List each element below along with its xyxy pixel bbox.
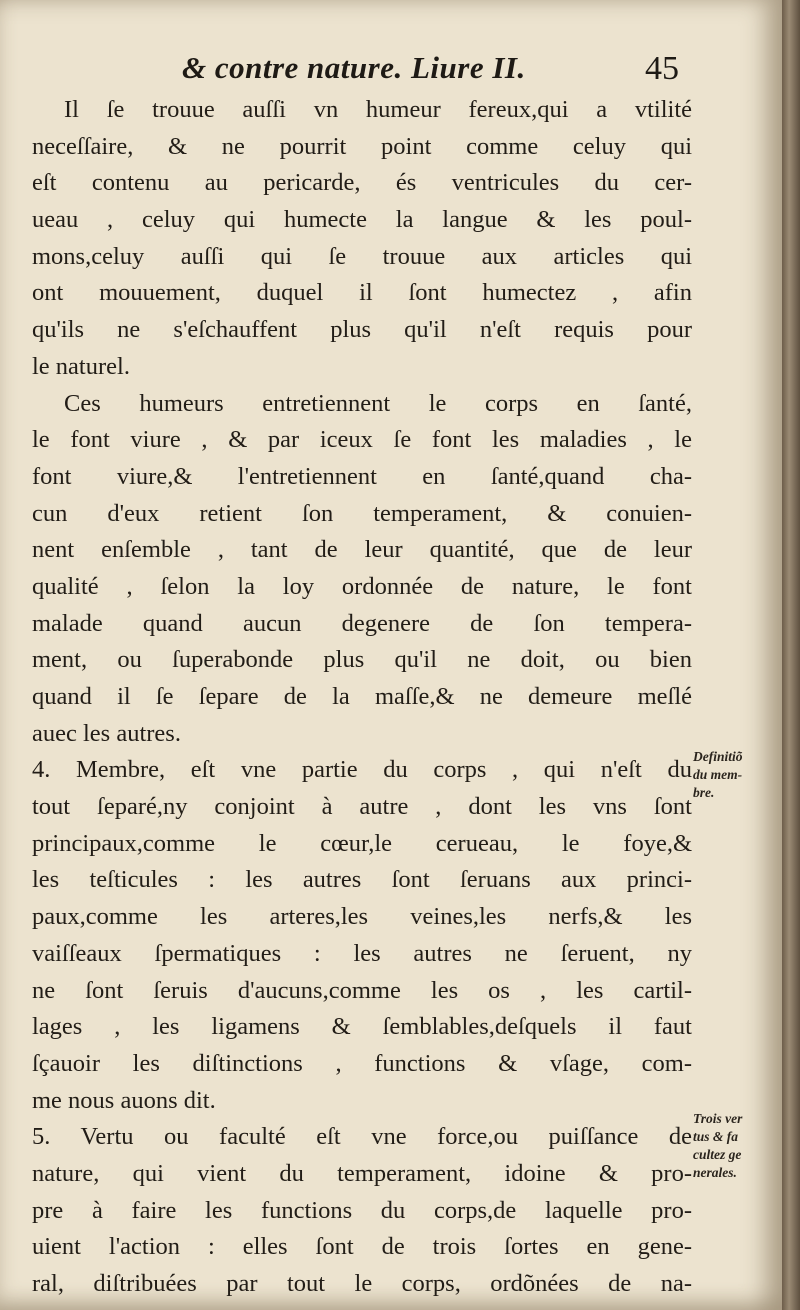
text-line: 5. Vertu ou faculté eſt vne force,ou puiſſance de [32,1123,692,1151]
paragraph-vertu [32,1119,692,1302]
margin-note-line: cultez ge [693,1147,742,1162]
text-line: nent enſemble , tant de leur quantité, que de leur [32,536,692,564]
text-line: me nous auons dit. [32,1086,216,1114]
margin-note-line: tus & fa [693,1129,739,1144]
text-line: quand il ſe ſepare de la maſſe,& ne demeure meſlé [32,683,692,710]
text-line: les teſticules : les autres ſont ſeruans aux princi- [32,866,692,894]
margin-note-trois-vertus [693,1110,783,1182]
page-header [0,48,782,92]
margin-note-line: nerales. [693,1165,737,1180]
text-line: ont mouuement, duquel il ſont humectez , afin [32,279,692,307]
text-line: neceſſaire, & ne pourrit point comme celuy qui [32,132,692,160]
text-line: qu'ils ne s'eſchauffent plus qu'il n'eſt requis pour [32,316,692,344]
text-line: malade quand aucun degenere de ſon tempera- [32,609,692,637]
text-line: pre à faire les functions du corps,de laquelle pro- [32,1196,692,1224]
text-line: paux,comme les arteres,les veines,les nerfs,& les [32,903,692,931]
text-line: vaiſſeaux ſpermatiques : les autres ne ſeruent, ny [32,939,692,967]
text-line: Il ſe trouue auſſi vn humeur fereux,qui a vtilité [64,96,692,123]
paragraph-humours-health [32,386,692,753]
margin-note-line: du mem- [693,767,743,782]
paragraph-serous-humour [32,92,692,386]
paragraph-membre [32,752,692,1119]
text-line: ueau , celuy qui humecte la langue & les poul- [32,206,692,234]
text-line: ne ſont ſeruis d'aucuns,comme les os , les cartil- [32,976,692,1004]
margin-note-line: Definitiõ [693,749,743,764]
text-line: 4. Membre, eſt vne partie du corps , qui n'eſt du [32,756,692,784]
text-line: ral, diſtribuées par tout le corps, ordõnées de na- [32,1270,692,1297]
text-line: cun d'eux retient ſon temperament, & conuien- [32,499,692,527]
text-line: auec les autres. [32,719,181,747]
margin-note-line: Trois ver [693,1111,743,1126]
text-line: ment, ou ſuperabonde plus qu'il ne doit, ou bien [32,646,692,674]
text-line: principaux,comme le cœur,le cerueau, le foye,& [32,829,692,857]
running-title: & contre nature. Liure II. [182,50,526,85]
text-line: qualité , ſelon la loy ordonnée de nature, le font [32,572,692,600]
text-line: le naturel. [32,352,130,380]
text-line: nature, qui vient du temperament, idoine & pro- [32,1159,692,1187]
text-line: eſt contenu au pericarde, és ventricules du cer- [32,169,692,197]
body-text [32,92,692,1303]
text-line: tout ſeparé,ny conjoint à autre , dont les vns ſont [32,793,692,821]
text-line: Ces humeurs entretiennent le corps en ſanté, [64,389,692,417]
text-line: font viure,& l'entretiennent en ſanté,quand cha- [32,462,692,490]
margin-note-line: bre. [693,785,715,800]
margin-note-definition-membre [693,748,783,802]
text-line: uient l'action : elles ſont de trois ſortes en gene- [32,1233,692,1261]
page-edge [782,0,800,1310]
text-line: mons,celuy auſſi qui ſe trouue aux articles qui [32,242,692,270]
text-line: le font viure , & par iceux ſe font les maladies , le [32,426,692,454]
text-line: ſçauoir les diſtinctions , functions & vſage, com- [32,1049,692,1077]
text-line: lages , les ligamens & ſemblables,deſquels il faut [32,1013,692,1041]
page-number: 45 [645,50,679,87]
